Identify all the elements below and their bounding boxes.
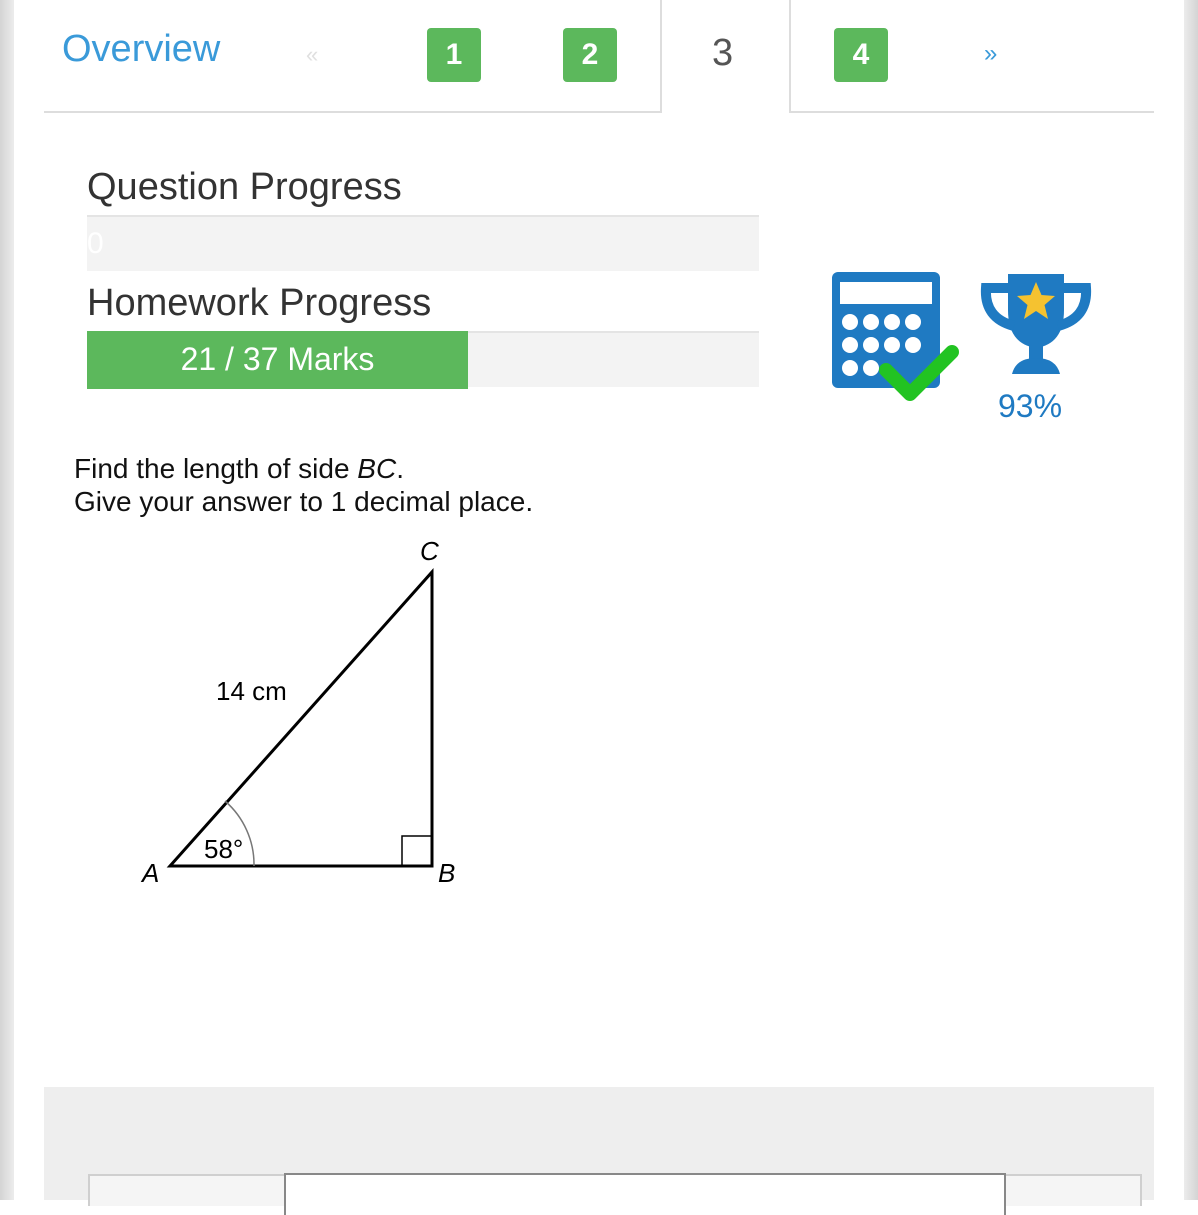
question-text	[74, 452, 533, 518]
vertex-b-label: B	[438, 858, 456, 888]
question-progress-bar	[87, 215, 759, 271]
question-line-1-suffix: .	[396, 453, 404, 484]
homework-progress-fill	[87, 331, 468, 389]
vertex-c-label: C	[420, 536, 439, 566]
prev-arrow: «	[306, 42, 319, 67]
question-line-1	[74, 452, 533, 485]
left-shadow	[0, 0, 14, 1200]
question-3-current: 3	[712, 32, 734, 74]
right-shadow	[1184, 0, 1198, 1200]
question-1-button[interactable]: 1	[427, 28, 481, 82]
overview-link[interactable]: Overview	[62, 28, 221, 70]
angle-label: 58°	[204, 834, 244, 864]
answer-input[interactable]	[284, 1173, 1006, 1215]
calculator-check-icon	[830, 270, 960, 405]
question-4-button[interactable]: 4	[834, 28, 888, 82]
right-angle-marker	[402, 836, 432, 866]
question-nav	[44, 0, 1154, 114]
next-arrow[interactable]: »	[984, 40, 998, 67]
homework-progress-bar	[87, 331, 759, 387]
vertex-a-label: A	[142, 858, 160, 888]
homework-progress-text: 21 / 37 Marks	[180, 341, 375, 377]
question-progress-label: Question Progress	[87, 166, 402, 208]
score-percentage: 93%	[998, 388, 1063, 424]
question-line-1-prefix: Find the length of side	[74, 453, 358, 484]
question-progress-value: 0	[87, 227, 104, 260]
trophy-icon	[980, 270, 1092, 375]
nav-divider	[44, 111, 661, 113]
answer-panel	[44, 1087, 1154, 1200]
homework-progress-label: Homework Progress	[87, 282, 432, 324]
hypotenuse-label: 14 cm	[216, 676, 287, 706]
question-side-variable: BC	[357, 453, 397, 484]
question-line-2: Give your answer to 1 decimal place.	[74, 486, 534, 517]
triangle-diagram	[130, 530, 490, 900]
triangle-shape	[170, 572, 432, 866]
nav-divider	[788, 111, 1154, 113]
question-2-button[interactable]: 2	[563, 28, 617, 82]
